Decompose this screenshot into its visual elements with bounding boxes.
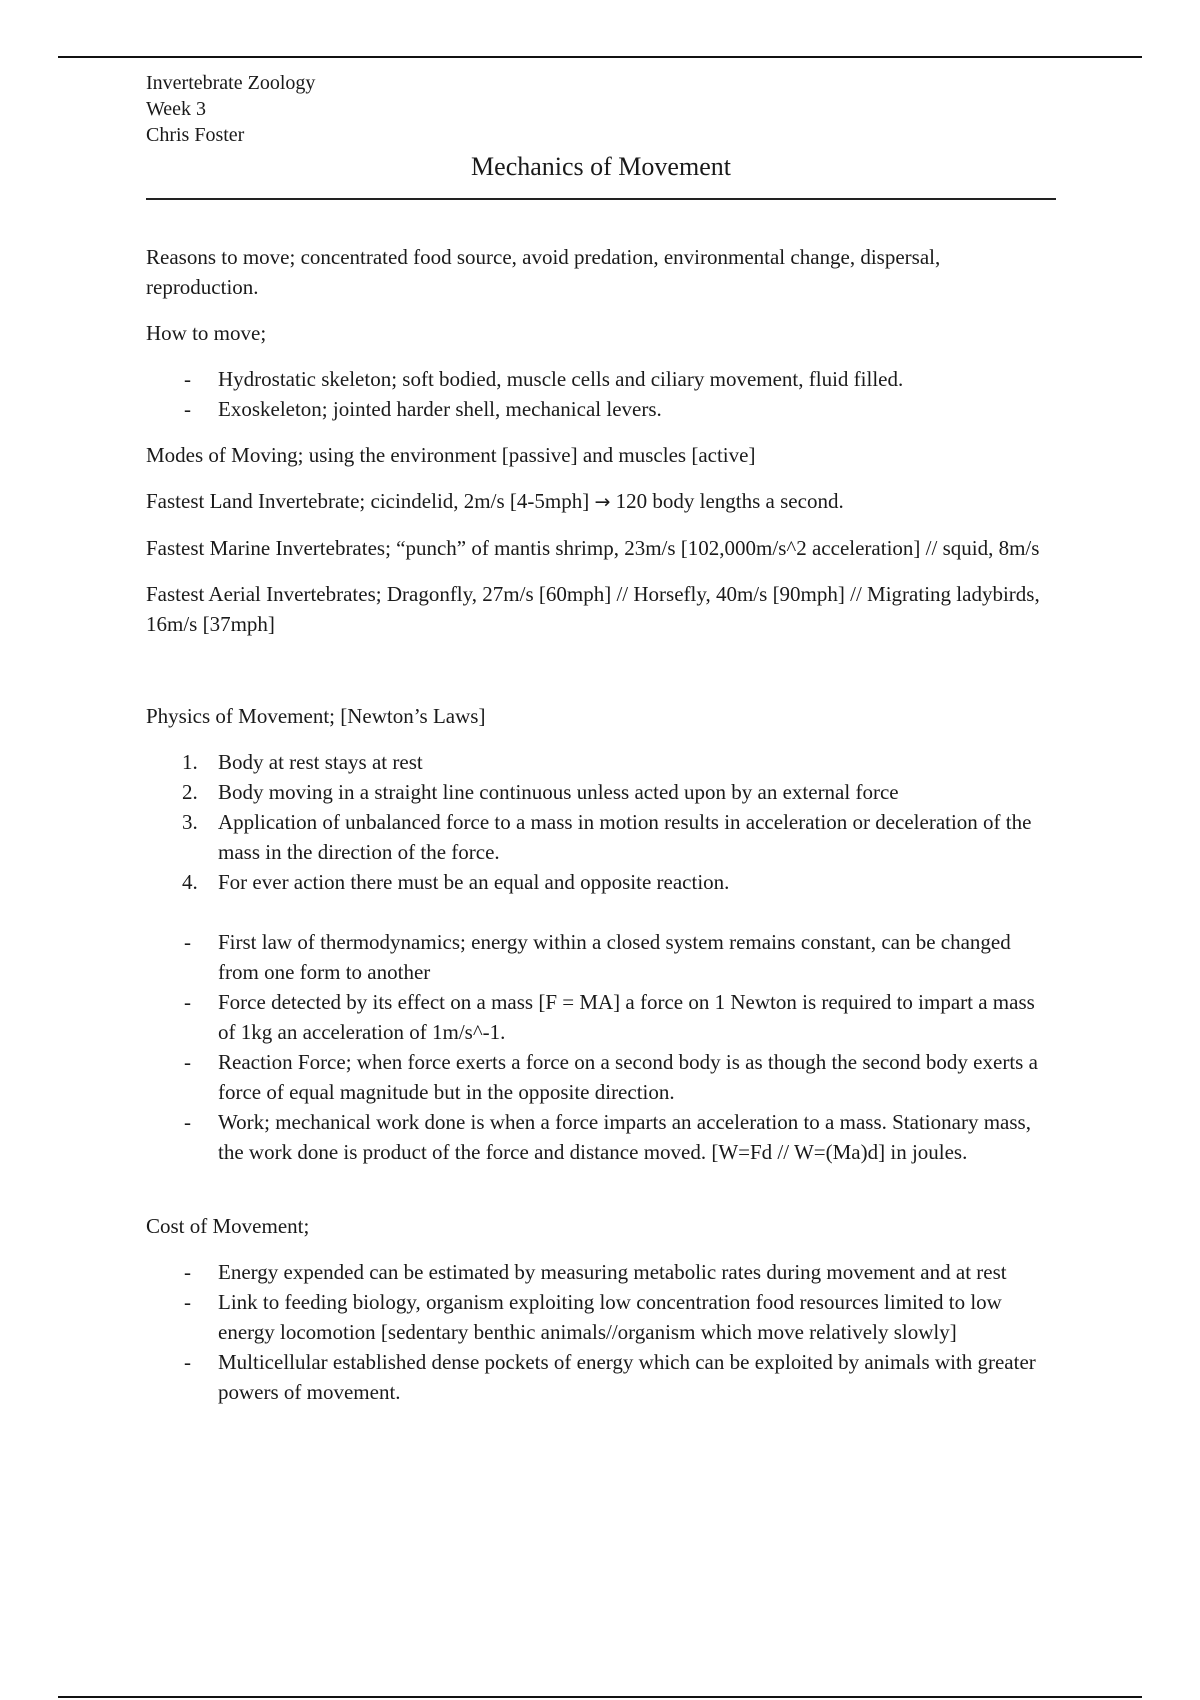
modes-paragraph: Modes of Moving; using the environment [passive] and muscles [active]	[146, 443, 756, 467]
reasons-paragraph: Reasons to move; concentrated food source, avoid predation, environmental change, dispersal, reproduction.	[146, 245, 941, 299]
top-rule	[58, 56, 1142, 58]
dash-marker: -	[184, 930, 191, 954]
author-name: Chris Foster	[146, 124, 245, 146]
list-item: - Multicellular established dense pockets of energy which can be exploited by animals with greater powers of movement.	[146, 1347, 1056, 1407]
how-to-move-list	[146, 364, 1056, 424]
list-item: 4. For ever action there must be an equal and opposite reaction.	[182, 870, 730, 894]
list-item: - Hydrostatic skeleton; soft bodied, muscle cells and ciliary movement, fluid filled.	[146, 364, 1056, 394]
list-item: - Link to feeding biology, organism exploiting low concentration food resources limited to low energy locomotion [sedentary benthic animals//organism which move relatively slowly]	[146, 1287, 1056, 1347]
week-label: Week 3	[146, 98, 207, 120]
list-item: - First law of thermodynamics; energy within a closed system remains constant, can be changed from one form to another	[146, 927, 1056, 987]
course-name: Invertebrate Zoology	[146, 72, 316, 94]
list-item: - Energy expended can be estimated by measuring metabolic rates during movement and at rest	[146, 1257, 1056, 1287]
list-item: 2. Body moving in a straight line continuous unless acted upon by an external force	[182, 780, 899, 804]
document-body	[146, 70, 1056, 1423]
list-item: - Exoskeleton; jointed harder shell, mechanical levers.	[146, 394, 1056, 424]
dash-marker: -	[184, 397, 191, 421]
dash-marker: -	[184, 1110, 191, 1134]
fastest-aerial-paragraph: Fastest Aerial Invertebrates; Dragonfly, 27m/s [60mph] // Horsefly, 40m/s [90mph] // Migrating ladybirds, 16m/s [37mph]	[146, 582, 1040, 636]
how-to-move-heading: How to move;	[146, 321, 267, 345]
page-title: Mechanics of Movement	[146, 150, 1056, 200]
dash-marker: -	[184, 367, 191, 391]
cost-heading: Cost of Movement;	[146, 1214, 310, 1238]
list-item: 1. Body at rest stays at rest	[182, 750, 423, 774]
dash-marker: -	[184, 990, 191, 1014]
dash-marker: -	[184, 1350, 191, 1374]
fastest-marine-paragraph: Fastest Marine Invertebrates; “punch” of mantis shrimp, 23m/s [102,000m/s^2 acceleration] // squid, 8m/s	[146, 536, 1040, 560]
list-item: - Reaction Force; when force exerts a force on a second body is as though the second body exerts a force of equal magnitude but in the opposite direction.	[146, 1047, 1056, 1107]
fastest-land-paragraph: Fastest Land Invertebrate; cicindelid, 2m/s [4-5mph] → 120 body lengths a second.	[146, 489, 844, 513]
dash-marker: -	[184, 1290, 191, 1314]
right-arrow-icon: →	[594, 491, 611, 513]
newtons-laws-list	[146, 747, 1056, 897]
bottom-rule	[58, 1696, 1142, 1698]
list-item: 3. Application of unbalanced force to a mass in motion results in acceleration or deceleration of the mass in the direction of the force.	[182, 810, 1032, 864]
physics-points-list	[146, 927, 1056, 1167]
physics-heading: Physics of Movement; [Newton’s Laws]	[146, 704, 486, 728]
dash-marker: -	[184, 1260, 191, 1284]
dash-marker: -	[184, 1050, 191, 1074]
list-item: - Work; mechanical work done is when a force imparts an acceleration to a mass. Stationary mass, the work done is product of the force and distance moved. [W=Fd // W=(Ma)d] in joules.	[146, 1107, 1056, 1167]
list-item: - Force detected by its effect on a mass [F = MA] a force on 1 Newton is required to impart a mass of 1kg an acceleration of 1m/s^-1.	[146, 987, 1056, 1047]
cost-points-list	[146, 1257, 1056, 1407]
